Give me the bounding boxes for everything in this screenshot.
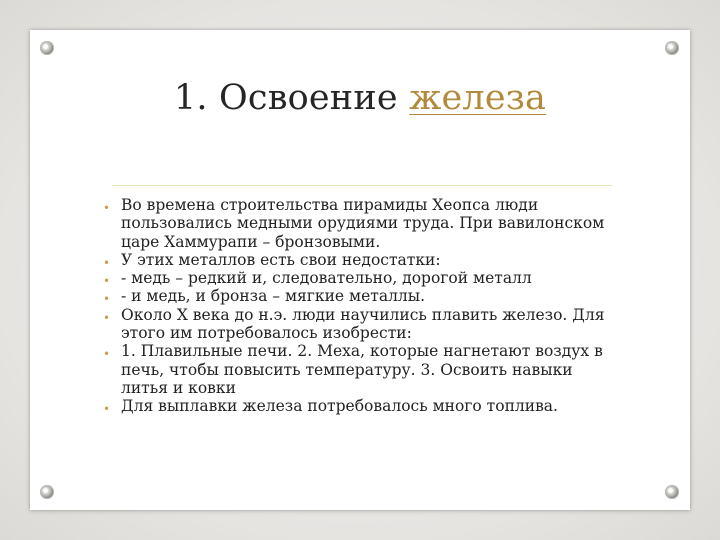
pushpin-icon [40,41,54,55]
bullet-item [100,306,620,343]
pushpin-icon [665,41,679,55]
bullet-list [100,196,620,416]
bullet-icon: • [103,402,111,417]
slide-title-prefix: 1. Освоение [173,78,410,118]
bullet-text: - и медь, и бронза – мягкие металлы. [121,287,426,306]
bullet-icon: • [103,347,111,362]
bullet-icon: • [103,310,111,325]
title-divider [112,185,612,186]
bullet-text: Во времена строительства пирамиды Хеопса люди пользовались медными орудиями труда. При вавилонском царе Хаммурапи – бронзовыми. [121,196,605,251]
bullet-text: У этих металлов есть свои недостатки: [121,250,441,269]
slide-title-accent: железа [409,78,547,118]
bullet-icon: • [103,292,111,307]
bullet-text: - медь – редкий и, следовательно, дорогой металл [121,269,532,288]
pushpin-icon [40,485,54,499]
bullet-icon: • [103,201,111,215]
bullet-item [100,196,620,251]
bullet-text: Для выплавки железа потребовалось много топлива. [121,397,558,416]
bullet-text: 1. Плавильные печи. 2. Меха, которые нагнетают воздух в печь, чтобы повысить температуру. 3. Освоить навыки литья и ковки [121,342,603,397]
bullet-item [100,397,620,415]
slide-title [0,78,720,118]
bullet-item [100,269,620,287]
bullet-icon: • [103,274,111,289]
pushpin-icon [665,485,679,499]
bullet-item [100,342,620,397]
bullet-item [100,287,620,305]
bullet-text: Около X века до н.э. люди научились плавить железо. Для этого им потребовалось изобрести: [121,305,605,343]
bullet-icon: • [103,255,111,270]
bullet-item [100,251,620,269]
